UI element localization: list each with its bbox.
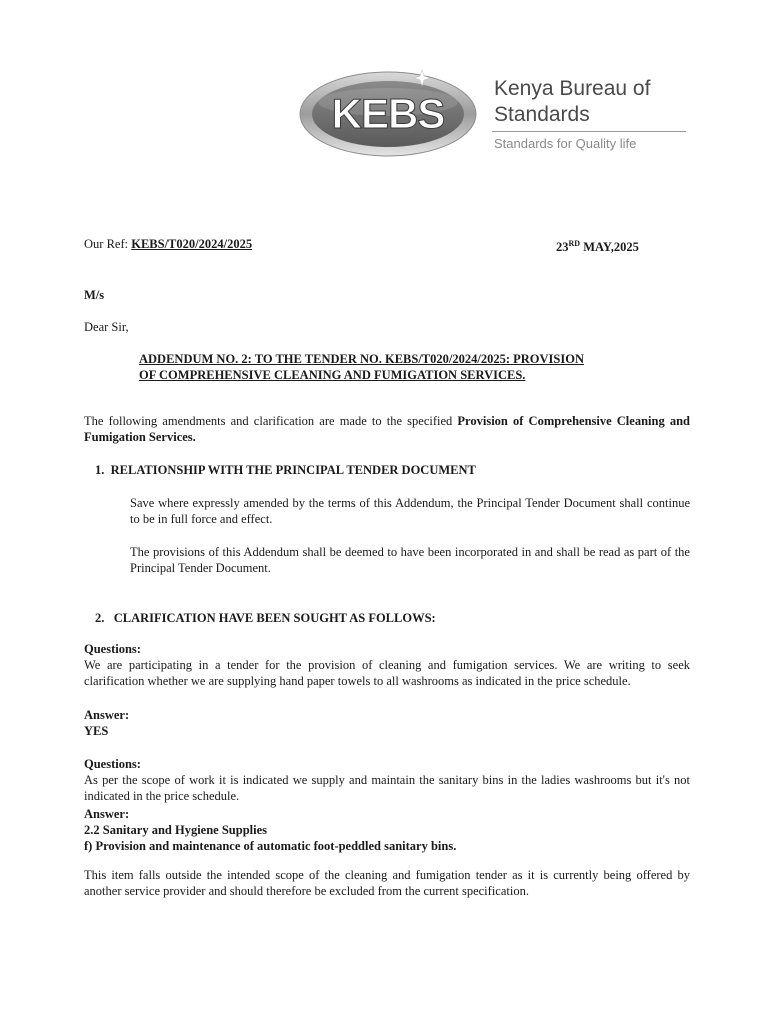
answer-2-ref-item: f) Provision and maintenance of automatic foot-peddled sanitary bins. (84, 839, 457, 853)
addressee: M/s (84, 288, 105, 302)
answer-2-label: Answer: (84, 807, 130, 821)
section-2-title: CLARIFICATION HAVE BEEN SOUGHT AS FOLLOWS: (113, 611, 436, 625)
our-ref-value: KEBS/T020/2024/2025 (131, 237, 253, 251)
our-ref (84, 236, 252, 252)
section-1-title: RELATIONSHIP WITH THE PRINCIPAL TENDER DOCUMENT (110, 463, 476, 477)
svg-text:KEBS: KEBS (331, 90, 445, 137)
our-ref-label: Our Ref: (84, 237, 129, 251)
date-day: 23 (556, 240, 569, 255)
answer-1-label: Answer: (84, 708, 130, 722)
org-name-line2: Standards (494, 103, 590, 126)
salutation: Dear Sir, (84, 320, 129, 334)
question-2-text: As per the scope of work it is indicated we supply and maintain the sanitary bins in the ladies washrooms but it's not indicated in the price schedule. (84, 773, 690, 803)
question-1-text: We are participating in a tender for the provision of cleaning and fumigation services. We are writing to seek clarification whether we are supplying hand paper towels to all washrooms as indicated in the price schedule. (84, 658, 690, 688)
question-2-label: Questions: (84, 757, 141, 771)
letterhead-divider (492, 131, 686, 132)
letter-date (556, 236, 639, 255)
org-name-line1: Kenya Bureau of (494, 77, 651, 100)
intro-bold: Provision of Comprehensive Cleaning and Fumigation Services. (84, 414, 690, 444)
subject-line2: OF COMPREHENSIVE CLEANING AND FUMIGATION SERVICES. (139, 368, 526, 382)
tagline: Standards for Quality life (494, 136, 637, 151)
intro-text: The following amendments and clarification are made to the specified (84, 414, 458, 428)
section-1-heading (95, 462, 476, 478)
question-1-label: Questions: (84, 642, 141, 656)
section-2-heading (95, 610, 436, 626)
section-1-number: 1. (95, 463, 105, 477)
date-suffix: RD (568, 239, 581, 248)
kebs-logo (298, 62, 478, 166)
answer-2-ref-heading: 2.2 Sanitary and Hygiene Supplies (84, 823, 268, 837)
subject-line1: ADDENDUM NO. 2: TO THE TENDER NO. KEBS/T020/2024/2025: PROVISION (139, 352, 584, 366)
section-1-paragraph-2: The provisions of this Addendum shall be deemed to have been incorporated in and shall be read as part of the Principal Tender Document. (130, 545, 690, 575)
section-1-paragraph-1: Save where expressly amended by the terms of this Addendum, the Principal Tender Document shall continue to be in full force and effect. (130, 496, 690, 526)
answer-1-text: YES (84, 724, 109, 738)
date-rest: MAY,2025 (583, 240, 639, 255)
intro-paragraph (84, 413, 690, 445)
section-2-number: 2. (95, 611, 105, 625)
answer-2-text: This item falls outside the intended scope of the cleaning and fumigation tender as it is currently being offered by another service provider and should therefore be excluded from the current specification. (84, 868, 690, 898)
